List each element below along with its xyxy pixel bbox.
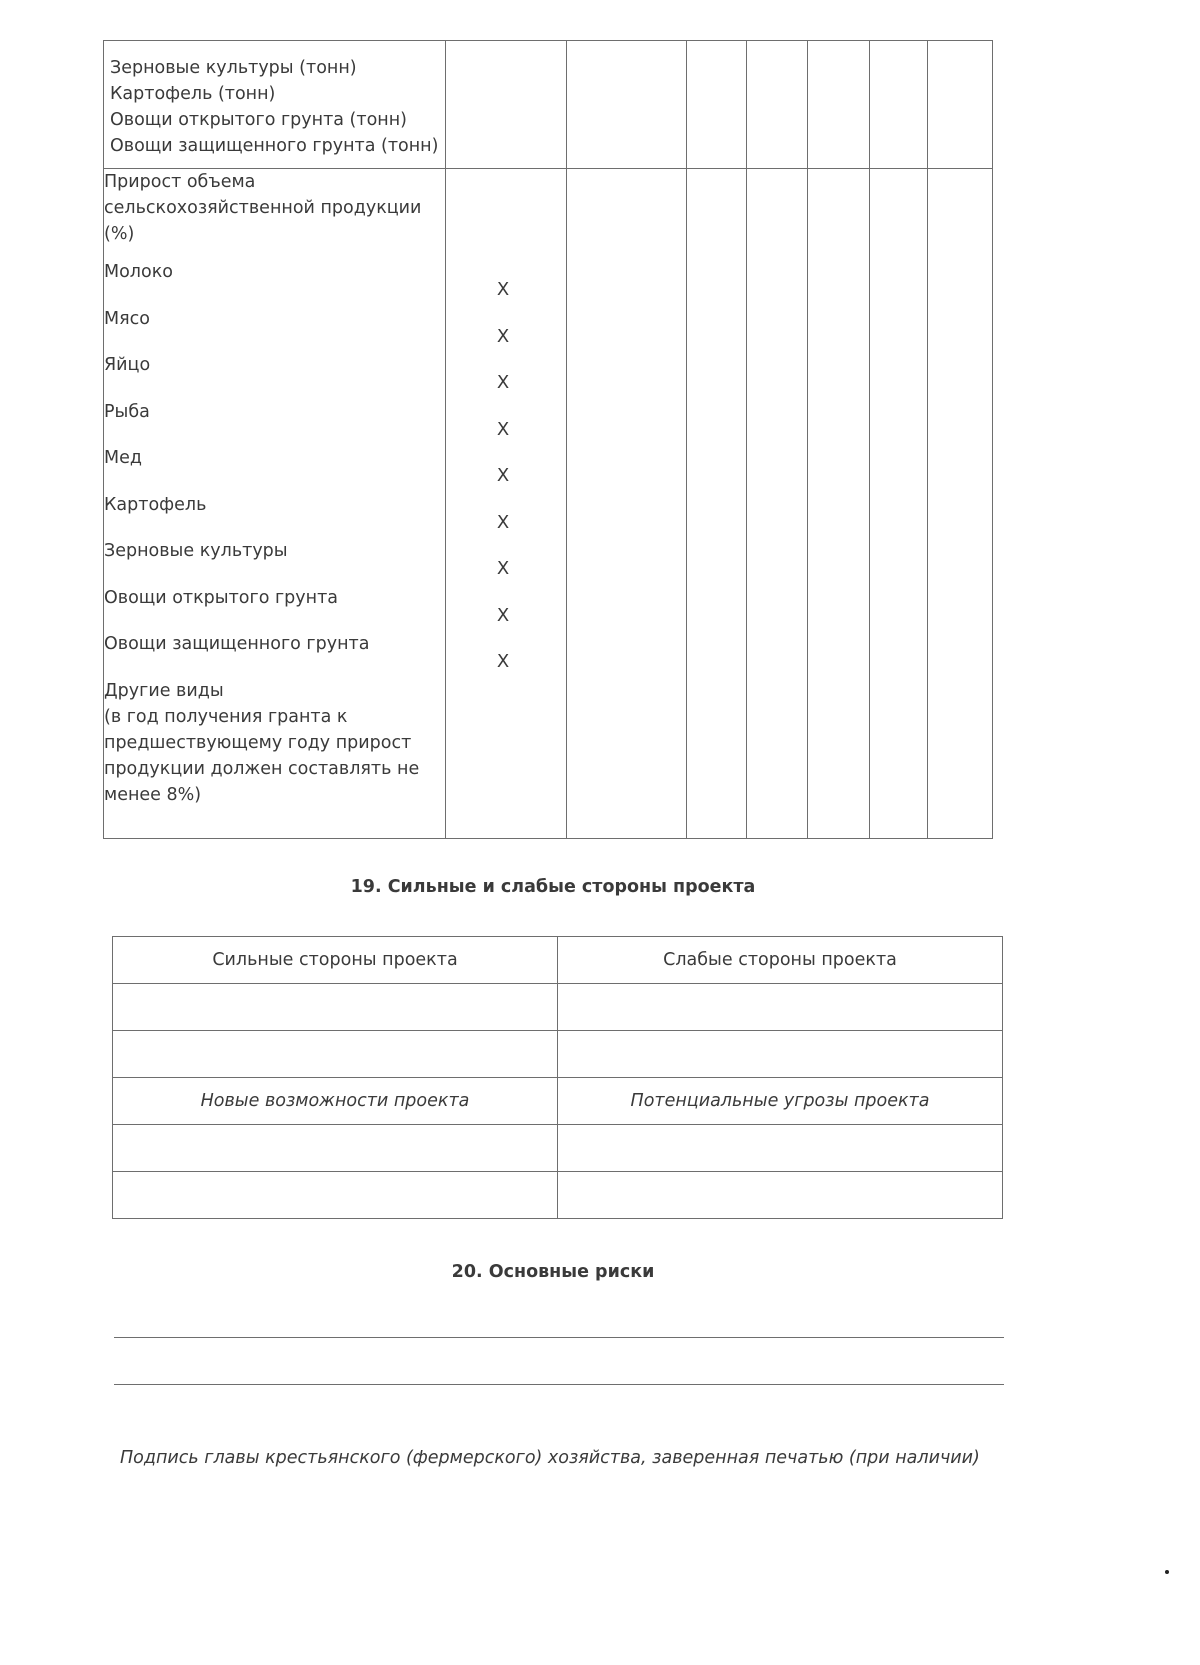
production-table <box>103 40 993 839</box>
swot-empty-row <box>113 1125 1003 1172</box>
opportunities-cell <box>113 1172 558 1219</box>
growth-item-protected-vegetables: Овощи защищенного грунта <box>104 634 370 654</box>
x-mark-list <box>446 277 566 696</box>
growth-item-potato: Картофель <box>104 494 207 515</box>
growth-item-meat: Мясо <box>104 308 150 329</box>
other-line: предшествующему году прирост <box>104 732 412 753</box>
threats-cell <box>558 1172 1003 1219</box>
risk-line <box>114 1384 1004 1385</box>
signature-caption: Подпись главы крестьянского (фермерского) хозяйства, заверенная печатью (при наличии) <box>120 1448 980 1468</box>
growth-item-honey: Мед <box>104 448 142 468</box>
crops-line: Зерновые культуры (тонн) <box>110 58 357 78</box>
swot-empty-row <box>113 984 1003 1031</box>
x-mark: X <box>496 511 510 533</box>
growth-row <box>104 169 993 839</box>
swot-empty-row <box>113 1172 1003 1219</box>
table-cell <box>808 169 870 839</box>
strengths-cell <box>113 1031 558 1078</box>
growth-item-fish: Рыба <box>104 401 150 422</box>
opportunities-cell <box>113 1125 558 1172</box>
table-cell <box>747 169 808 839</box>
growth-item-open-vegetables: Овощи открытого грунта <box>104 587 338 608</box>
crops-line: Картофель (тонн) <box>110 84 276 104</box>
x-mark: X <box>496 558 510 579</box>
x-mark: X <box>496 279 510 300</box>
table-cell <box>928 169 993 839</box>
swot-table <box>112 936 1003 1219</box>
growth-title-line: (%) <box>104 224 135 244</box>
other-line: Другие виды <box>104 680 224 701</box>
scan-speck <box>1165 1570 1169 1574</box>
table-cell <box>747 41 808 169</box>
weaknesses-cell <box>558 1031 1003 1078</box>
growth-title <box>104 169 445 247</box>
swot-header-row <box>113 1078 1003 1125</box>
growth-title-line: Прирост объема <box>104 172 256 192</box>
growth-title-line: сельскохозяйственной продукции <box>104 198 422 218</box>
growth-label-cell <box>104 169 446 839</box>
x-mark: X <box>496 418 510 440</box>
x-mark: X <box>496 651 510 672</box>
risk-line <box>114 1337 1004 1338</box>
other-line: (в год получения гранта к <box>104 706 348 727</box>
crops-line: Овощи открытого грунта (тонн) <box>110 110 407 130</box>
table-cell <box>687 169 747 839</box>
weaknesses-cell <box>558 984 1003 1031</box>
threats-header: Потенциальные угрозы проекта <box>558 1078 1003 1125</box>
x-mark: X <box>496 604 510 626</box>
opportunities-header: Новые возможности проекта <box>113 1078 558 1125</box>
strengths-header: Сильные стороны проекта <box>113 937 558 984</box>
x-column-cell <box>446 169 567 839</box>
table-cell <box>567 169 687 839</box>
crops-row <box>104 41 993 169</box>
crops-line: Овощи защищенного грунта (тонн) <box>110 136 439 156</box>
growth-item-milk: Молоко <box>104 262 173 282</box>
growth-item-grain: Зерновые культуры <box>104 541 288 561</box>
growth-item-other <box>104 678 445 808</box>
threats-cell <box>558 1125 1003 1172</box>
crops-label-cell <box>104 41 446 169</box>
other-line: продукции должен составлять не <box>104 758 420 779</box>
table-cell <box>446 41 567 169</box>
growth-item-egg: Яйцо <box>104 355 151 375</box>
table-cell <box>567 41 687 169</box>
strengths-cell <box>113 984 558 1031</box>
x-mark: X <box>496 325 510 347</box>
swot-header-row <box>113 937 1003 984</box>
x-mark: X <box>496 465 510 486</box>
x-mark: X <box>496 372 510 393</box>
swot-empty-row <box>113 1031 1003 1078</box>
section-20-heading: 20. Основные риски <box>451 1262 655 1282</box>
other-line: менее 8%) <box>104 784 202 805</box>
table-cell <box>870 41 928 169</box>
table-cell <box>808 41 870 169</box>
weaknesses-header: Слабые стороны проекта <box>558 937 1003 984</box>
table-cell <box>870 169 928 839</box>
table-cell <box>687 41 747 169</box>
table-cell <box>928 41 993 169</box>
section-19-heading: 19. Сильные и слабые стороны проекта <box>350 877 756 897</box>
